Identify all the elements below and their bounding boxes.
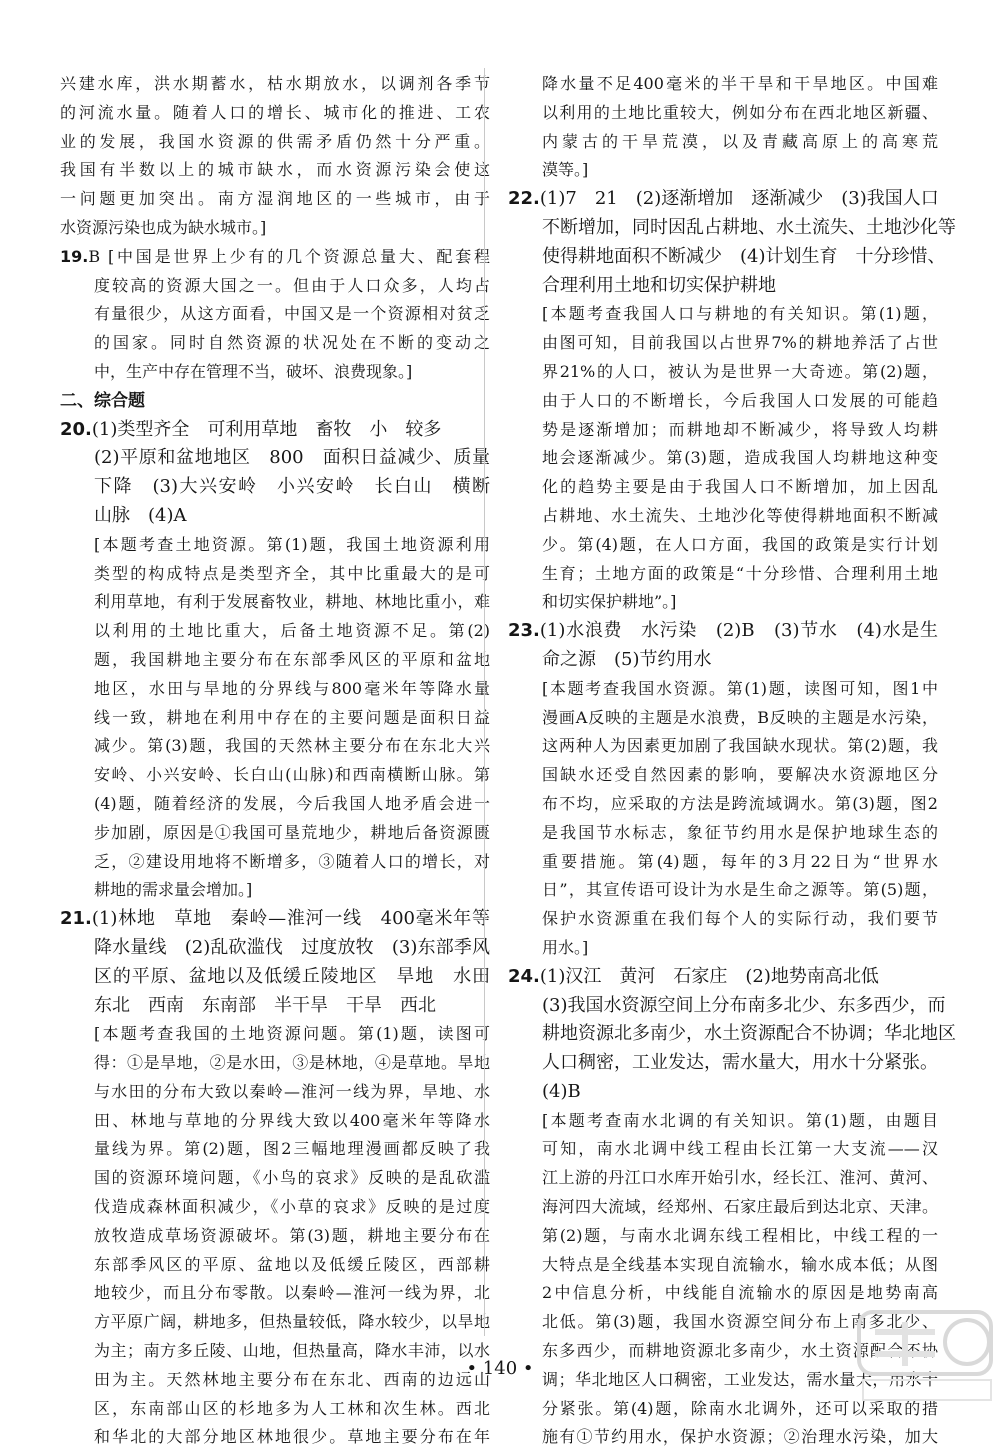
line-text: 线一致，耕地在利用中存在的主要问题是面积日益 [94,707,490,727]
text-line [60,1020,490,1049]
text-line [508,819,938,848]
text-line [508,761,938,790]
text-line [60,1395,490,1424]
line-text: 安岭、小兴安岭、长白山(山脉)和西南横断山脉。第 [94,765,490,785]
line-text: 和切实保护耕地”。] [542,592,677,612]
question-line [60,905,490,934]
text-line [508,1164,938,1193]
left-column [60,70,490,1452]
text-line [508,473,938,502]
line-text: (2)平原和盆地地区 800 面积日益减少、质量 [94,447,490,469]
text-line [60,1078,490,1107]
text-line [60,761,490,790]
text-line [60,588,490,617]
line-text: 东北 西南 东南部 半干旱 干旱 西北 [94,994,436,1016]
text-line [60,1135,490,1164]
line-text: 不断增加，同时因乱占耕地、水土流失、土地沙化等 [542,216,956,238]
text-line [508,243,946,272]
line-text: 放牧造成草场资源破坏。第(3)题，耕地主要分布在 [94,1225,490,1245]
line-text: 由图可知，目前我国以占世界7%的耕地养活了占世 [542,333,938,353]
line-text: 少。第(4)题，在人口方面，我国的政策是实行计划 [542,534,938,554]
text-line [508,70,938,99]
line-text: 界21%的人口，被认为是世界一大奇迹。第(2)题， [542,361,938,381]
line-text: 为主；南方多丘陵、山地，但热量高，降水丰沛，以水 [94,1341,490,1361]
line-text: 利用草地，有利于发展畜牧业，耕地、林地比重小，难 [94,592,490,612]
text-line [508,444,938,473]
text-line [508,1222,938,1251]
line-text: 题，我国耕地主要分布在东部季风区的平原和盆地 [94,649,490,669]
line-text: 区，东南部山区的杉地多为人工林和次生林。西北 [94,1398,490,1418]
question-number: 20. [60,418,92,440]
text-line [60,156,490,185]
text-line [60,272,490,301]
text-line [60,1222,490,1251]
line-text: 以利用的土地比重大，后备土地资源不足。第(2) [94,621,490,641]
text-line [60,70,490,99]
line-text: [本题考查我国水资源。第(1)题，读图可知，图1中 [542,678,938,698]
text-line [60,444,490,473]
question-line [60,243,490,272]
text-line [508,848,938,877]
line-text: 用水。] [542,937,589,957]
text-line [508,300,938,329]
text-line [60,646,490,675]
line-text: 田为主。天然林地主要分布在东北、西南的边远山 [94,1369,490,1389]
text-line [60,1164,490,1193]
text-line [508,560,938,589]
text-line [508,1423,938,1452]
line-text: (4)题，随着经济的发展，今后我国人地矛盾会进一 [94,793,490,813]
text-line [60,1193,490,1222]
text-line [508,1279,938,1308]
text-line [508,99,938,128]
line-text: [本题考查土地资源。第(1)题，我国土地资源利用 [94,534,490,554]
text-line [60,329,490,358]
line-text: 量线为界。第(2)题，图2三幅地理漫画都反映了我 [94,1139,490,1159]
question-number: 23. [508,620,540,642]
line-text: 2中信息分析，中线能自流输水的原因是地势南高 [542,1283,938,1303]
text-line [60,1251,490,1280]
line-text: 有量很少，从这方面看，中国又是一个资源相对贫乏 [94,304,490,324]
text-line [60,99,490,128]
line-text: 减少。第(3)题，我国的天然林主要分布在东北大兴 [94,736,490,756]
text-line [508,329,938,358]
text-line [508,790,938,819]
text-line [508,1193,938,1222]
text-line [508,128,938,157]
line-text: 降水量不足400毫米的半干旱和干旱地区。中国难 [542,74,938,93]
text-line [508,156,938,185]
line-text: 第(2)题，与南水北调东线工程相比，中线工程的一 [542,1225,938,1245]
text-line [508,1049,938,1078]
line-text: 布不均，应采取的方法是跨流域调水。第(3)题，图2 [542,793,938,813]
line-text: 漠等。] [542,160,589,180]
text-line [60,1423,490,1452]
line-text: (1)水浪费 水污染 (2)B (3)节水 (4)水是生 [539,620,938,642]
line-text: 地较少，而且分布零散。以秦岭—淮河一线为界，北 [94,1283,490,1303]
line-text: B [中国是世界上少有的几个资源总量大、配套程 [88,246,490,266]
text-line [60,214,490,243]
text-line [60,300,490,329]
text-line [60,790,490,819]
line-text: 的国家。同时自然资源的状况处在不断的变动之 [94,333,490,353]
text-line [508,905,938,934]
line-text: 得：①是旱地，②是水田，③是林地，④是草地。旱地 [94,1053,490,1073]
text-line [508,1020,956,1049]
line-text: 江上游的丹江口水库开始引水，经长江、淮河、黄河、 [542,1168,938,1188]
text-line [60,560,490,589]
line-text: 我国有半数以上的城市缺水，而水资源污染会使这 [60,160,490,180]
text-line [60,185,490,214]
line-text: 中，生产中存在管理不当，破坏、浪费现象。] [94,361,413,381]
line-text: 耕地资源北多南少，水土资源配合不协调；华北地区 [542,1023,956,1045]
line-text: 是我国节水标志，象征节约用水是保护地球生态的 [542,822,938,842]
line-text: 漫画A反映的主题是水浪费，B反映的主题是水污染， [542,707,938,727]
text-line [60,502,490,531]
text-line [508,704,938,733]
text-line [508,358,938,387]
line-text: (3)我国水资源空间上分布南多北少、东多西少，而 [542,994,946,1016]
line-text: 北低。第(3)题，我国水资源空间分布上南多北少、 [542,1312,938,1332]
right-column [508,70,956,1452]
line-text: 保护水资源重在我们每个人的实际行动，我们要节 [542,909,938,929]
text-line [60,704,490,733]
line-text: 人口稠密，工业发达，需水量大，用水十分紧张。 [542,1052,938,1074]
text-line [60,992,490,1021]
text-line [508,1251,938,1280]
text-line [60,732,490,761]
question-line [60,416,490,445]
line-text: 类型的构成特点是类型齐全，其中比重最大的是可 [94,563,490,583]
line-text: (1)汉江 黄河 石家庄 (2)地势南高北低 [539,965,879,987]
text-line [60,876,490,905]
line-text: 海河四大流域，经郑州、石家庄最后到达北京、天津。 [542,1197,938,1217]
text-line [508,588,938,617]
watermark-icon [855,1306,995,1406]
text-line [508,531,938,560]
text-line [508,992,946,1021]
section-heading: 二、综合题 [60,390,145,411]
question-line [508,617,938,646]
watermark-logo [855,1306,995,1406]
text-line [508,732,938,761]
line-text: 下降 (3)大兴安岭 小兴安岭 长白山 横断 [94,476,490,498]
line-text: 区的平原、盆地以及低缓丘陵地区 旱地 水田 [94,965,490,987]
line-text: (1)林地 草地 秦岭—淮河一线 400毫米年等 [91,908,490,930]
line-text: 使得耕地面积不断减少 (4)计划生育 十分珍惜、 [542,245,946,267]
text-line [508,272,938,301]
line-text: 命之源 (5)节约用水 [542,648,712,670]
text-line [508,1107,938,1136]
text-line [60,473,490,502]
text-line [60,358,490,387]
line-text: 势是逐渐增加；而耕地却不断减少，将导致人均耕 [542,419,938,439]
line-text: 日”，其宣传语可设计为水是生命之源等。第(5)题， [542,880,938,900]
line-text: 方平原广阔，耕地多，但热量较低，降水较少，以旱地 [94,1312,490,1332]
text-line [508,416,938,445]
text-line [508,214,956,243]
line-text: 生育；土地方面的政策是“十分珍惜、合理利用土地 [542,563,938,583]
question-number: 21. [60,908,92,930]
line-text: 合理利用土地和切实保护耕地 [542,274,776,296]
text-line [508,646,938,675]
text-line [60,934,490,963]
line-text: 由于人口的不断增长，今后我国人口发展的可能趋 [542,390,938,410]
line-text: 山脉 (4)A [94,504,187,526]
line-text: 化的趋势主要是由于我国人口不断增加，加上因乱 [542,477,938,497]
question-line [508,963,938,992]
line-text: 的河流水量。随着人口的增长、城市化的推进、工农 [60,102,490,122]
line-text: 业的发展，我国水资源的供需矛盾仍然十分严重。 [60,131,490,151]
text-line [508,876,938,905]
text-line [508,1135,938,1164]
line-text: 田、林地与草地的分界线大致以400毫米年等降水 [94,1110,490,1130]
line-text: 内蒙古的干旱荒漠，以及青藏高原上的高寒荒 [542,131,938,151]
line-text: 度较高的资源大国之一。但由于人口众多，人均占 [94,275,490,295]
line-text: 步加剧，原因是①我国可垦荒地少，耕地后备资源匮 [94,822,490,842]
text-line [60,848,490,877]
line-text: 国的资源环境问题，《小鸟的哀求》反映的是乱砍滥 [94,1168,490,1188]
line-text: 水资源污染也成为缺水城市。] [60,217,267,237]
text-line [60,1107,490,1136]
text-line [60,675,490,704]
line-text: 地会逐渐减少。第(3)题，造成我国人均耕地这种变 [542,448,938,468]
text-line [60,1049,490,1078]
question-number: 19. [60,246,89,266]
column-divider [484,68,485,1336]
text-line [60,1279,490,1308]
text-line [508,1078,938,1107]
text-line [508,502,938,531]
line-text: 降水量线 (2)乱砍滥伐 过度放牧 (3)东部季风 [94,936,490,958]
text-line [60,617,490,646]
line-text: 施有①节约用水，保护水资源；②治理水污染，加大 [542,1427,938,1447]
line-text: 地区，水田与旱地的分界线与800毫米年等降水量 [94,678,490,698]
line-text: 重要措施。第(4)题，每年的3月22日为“世界水 [542,851,938,871]
text-line [508,675,938,704]
line-text: 国缺水还受自然因素的影响，要解决水资源地区分 [542,765,938,785]
line-text: 伐造成森林面积减少，《小草的哀求》反映的是过度 [94,1197,490,1217]
text-line [508,387,938,416]
line-text: 大特点是全线基本实现自流输水，输水成本低；从图 [542,1254,938,1274]
text-line [60,963,490,992]
text-line [60,531,490,560]
text-line [60,128,490,157]
line-text: [本题考查我国的土地资源问题。第(1)题，读图可 [94,1024,490,1044]
question-line [508,185,938,214]
line-text: 和华北的大部分地区林地很少。草地主要分布在年 [94,1427,490,1447]
line-text: 占耕地、水土流失、土地沙化等使得耕地面积不断减 [542,505,938,525]
line-text: 以利用的土地比重较大，例如分布在西北地区新疆、 [542,102,938,122]
line-text: 东多西少，而耕地资源北多南少，水土资源配合不协 [542,1341,938,1361]
line-text: 与水田的分布大致以秦岭—淮河一线为界，旱地、水 [94,1081,490,1101]
line-text: (4)B [542,1080,581,1102]
line-text: 兴建水库，洪水期蓄水，枯水期放水，以调剂各季节 [60,74,490,93]
line-text: 这两种人为因素更加剧了我国缺水现状。第(2)题，我 [542,736,938,756]
text-line [60,1308,490,1337]
text-line [60,819,490,848]
line-text: 可知，南水北调中线工程由长江第一大支流——汉 [542,1139,938,1159]
line-text: 一问题更加突出。南方湿润地区的一些城市，由于 [60,189,490,209]
question-number: 22. [508,188,540,210]
line-text: 东部季风区的平原、盆地以及低缓丘陵区，西部耕 [94,1254,490,1274]
line-text: [本题考查我国人口与耕地的有关知识。第(1)题， [542,304,938,324]
line-text: 耕地的需求量会增加。] [94,880,253,900]
line-text: 乏，②建设用地将不断增多，③随着人口的增长，对 [94,851,490,871]
line-text: (1)7 21 (2)逐渐增加 逐渐减少 (3)我国人口 [539,188,939,210]
line-text: 调；华北地区人口稠密，工业发达，需水量大，用水十 [542,1369,938,1389]
line-text: [本题考查南水北调的有关知识。第(1)题，由题目 [542,1110,938,1130]
line-text: (1)类型齐全 可利用草地 畜牧 小 较多 [91,418,442,440]
text-line [508,934,938,963]
question-number: 24. [508,965,540,987]
line-text: 分紧张。第(4)题，除南水北调外，还可以采取的措 [542,1398,938,1418]
page-number: • 140 • [466,1358,534,1379]
